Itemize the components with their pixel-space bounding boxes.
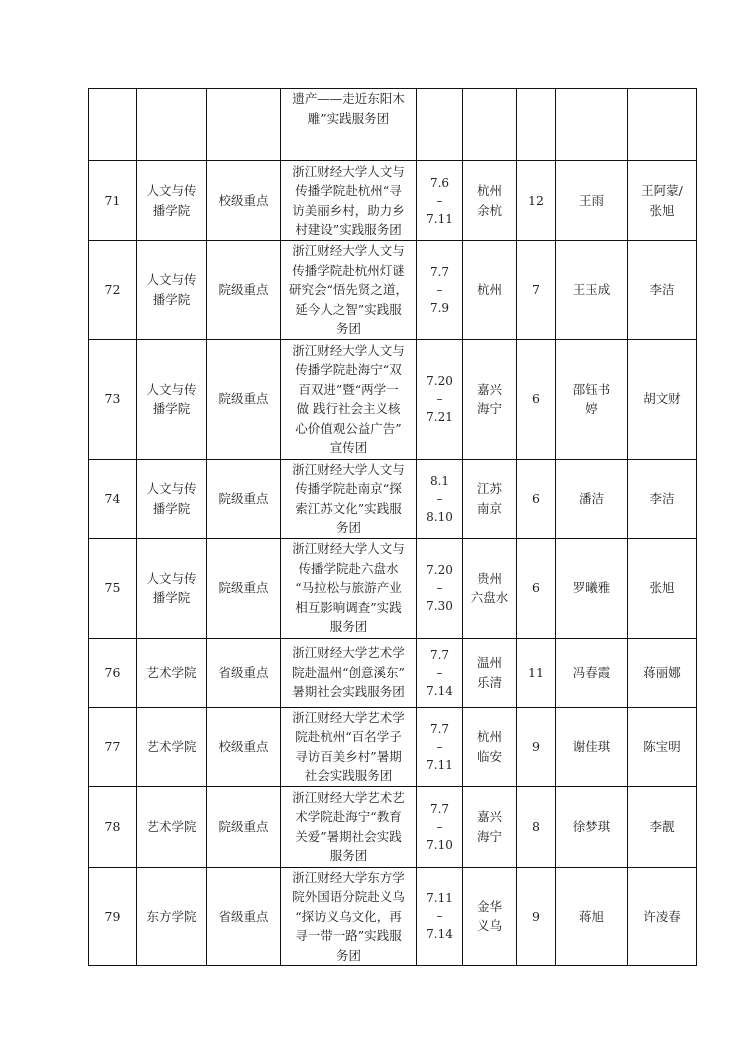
- no-cell: 71: [89, 161, 137, 241]
- place-cell-line: 贵州: [476, 570, 502, 586]
- table-row: [89, 161, 697, 241]
- project-cell-line: 浙江财经大学艺术学: [292, 709, 405, 725]
- project-cell-line: 院赴温州“创意溪东”: [292, 664, 405, 680]
- date-cell-line: 7.7: [429, 264, 450, 279]
- project-cell-line: 浙江财经大学东方学: [292, 869, 405, 885]
- no-cell: 76: [89, 638, 137, 707]
- date-cell-line: 7.20: [426, 374, 453, 388]
- college-cell: [137, 339, 207, 459]
- date-cell-line: 7.7: [429, 801, 450, 816]
- date-cell-line: 7.20: [426, 563, 453, 577]
- place-cell-line: 杭州: [476, 282, 502, 297]
- date-cell-line: 7.14: [426, 927, 453, 942]
- place-cell-line: 六盘水: [470, 590, 509, 605]
- project-cell-line: 暑期社会实践服务团: [292, 684, 405, 700]
- no-cell: 75: [89, 538, 137, 638]
- date-cell: [417, 786, 463, 867]
- date-cell: [417, 89, 463, 161]
- teacher-cell: [628, 241, 697, 340]
- date-cell-line: 7.10: [426, 837, 453, 852]
- leader-cell-line: 王雨: [578, 192, 604, 208]
- teacher-cell: [628, 638, 697, 707]
- count-cell: 11: [517, 638, 556, 707]
- leader-cell-line: 罗曦雅: [572, 580, 611, 596]
- date-cell-line: –: [436, 282, 443, 297]
- leader-cell: [556, 867, 628, 966]
- date-cell-line: 7.21: [426, 410, 453, 424]
- table-row: [89, 241, 697, 340]
- place-cell-line: 南京: [476, 500, 502, 516]
- teacher-cell: [628, 459, 697, 538]
- project-cell: [281, 339, 417, 459]
- college-cell-line: 播学院: [152, 401, 191, 416]
- project-cell-line: 宣传团: [329, 440, 368, 455]
- count-cell: 6: [517, 339, 556, 459]
- place-cell: [463, 638, 517, 707]
- leader-cell-line: 徐梦琪: [572, 818, 611, 834]
- leader-cell-line: 蒋旭: [578, 908, 604, 924]
- teacher-cell: [628, 707, 697, 786]
- project-cell: [281, 707, 417, 786]
- teacher-cell: [628, 161, 697, 241]
- project-cell-line: 术学院赴海宁“教育: [295, 809, 402, 824]
- teacher-cell: [628, 786, 697, 867]
- place-cell: [463, 241, 517, 340]
- project-cell-line: 务团: [335, 520, 361, 535]
- project-cell-line: 村建设”实践服务团: [295, 222, 402, 237]
- place-cell-line: 江苏: [476, 481, 502, 496]
- place-cell: [463, 538, 517, 638]
- date-cell-line: –: [436, 193, 443, 208]
- project-cell-line: 传播学院赴海宁“双: [295, 362, 402, 377]
- project-cell-line: 传播学院赴六盘水: [298, 560, 399, 576]
- place-cell: [463, 339, 517, 459]
- count-cell: 8: [517, 786, 556, 867]
- level-cell: 院级重点: [207, 339, 281, 459]
- college-cell-line: 播学院: [152, 500, 191, 516]
- college-cell-line: 东方学院: [146, 908, 197, 924]
- college-cell-line: 艺术学院: [146, 664, 197, 680]
- date-cell-line: 7.30: [426, 599, 453, 613]
- count-cell: 6: [517, 538, 556, 638]
- place-cell-line: 嘉兴: [476, 809, 502, 824]
- place-cell-line: 杭州: [476, 183, 502, 198]
- date-cell-line: –: [436, 819, 443, 834]
- leader-cell: [556, 459, 628, 538]
- project-cell-line: 院赴杭州“百名学子: [295, 729, 402, 744]
- no-cell: 78: [89, 786, 137, 867]
- table-row: [89, 707, 697, 786]
- count-cell: 6: [517, 459, 556, 538]
- college-cell-line: 艺术学院: [146, 818, 197, 834]
- date-cell-line: –: [436, 392, 443, 406]
- college-cell-line: 人文与传: [146, 481, 197, 496]
- date-cell: [417, 538, 463, 638]
- place-cell: [463, 89, 517, 161]
- leader-cell-line: 婷: [585, 401, 598, 416]
- project-cell-line: 做 践行社会主义核: [296, 401, 401, 416]
- project-cell-line: 关爱”暑期社会实践: [295, 828, 402, 844]
- leader-cell: [556, 241, 628, 340]
- college-cell: [137, 89, 207, 161]
- project-cell: [281, 867, 417, 966]
- college-cell-line: 人文与传: [146, 272, 197, 288]
- project-cell-line: 索江苏文化”实践服: [295, 500, 402, 516]
- date-cell-line: 7.6: [429, 175, 450, 190]
- project-cell-line: “马拉松与旅游产业: [295, 580, 402, 596]
- count-cell: 9: [517, 707, 556, 786]
- project-cell-line: 浙江财经大学艺术艺: [292, 789, 405, 805]
- project-cell-line: 浙江财经大学人文与: [292, 243, 405, 258]
- college-cell: [137, 538, 207, 638]
- level-cell: 省级重点: [207, 638, 281, 707]
- college-cell: [137, 867, 207, 966]
- project-cell-line: “探访义乌文化，再: [295, 908, 402, 924]
- leader-cell: [556, 161, 628, 241]
- place-cell: [463, 786, 517, 867]
- college-cell-line: 播学院: [152, 202, 191, 218]
- teacher-cell-line: 李洁: [649, 490, 675, 506]
- project-cell: [281, 89, 417, 161]
- count-cell: 7: [517, 241, 556, 340]
- college-cell-line: 人文与传: [146, 183, 197, 198]
- leader-cell-line: 潘洁: [578, 490, 604, 506]
- place-cell-line: 海宁: [476, 828, 502, 844]
- place-cell: [463, 867, 517, 966]
- project-cell: [281, 786, 417, 867]
- leader-cell-line: 邵钰书: [572, 381, 611, 397]
- project-cell-line: 研究会“悟先贤之道，: [289, 282, 408, 297]
- date-cell: [417, 867, 463, 966]
- college-cell: [137, 161, 207, 241]
- project-cell: [281, 638, 417, 707]
- college-cell: [137, 459, 207, 538]
- date-cell: [417, 459, 463, 538]
- no-cell: 79: [89, 867, 137, 966]
- project-cell-line: 服务团: [329, 619, 368, 635]
- date-cell: [417, 161, 463, 241]
- date-cell-line: –: [436, 581, 443, 595]
- table-row: [89, 339, 697, 459]
- leader-cell: [556, 786, 628, 867]
- date-cell-line: 8.1: [429, 473, 450, 488]
- table-row: [89, 786, 697, 867]
- date-cell-line: –: [436, 665, 443, 680]
- date-cell-line: 7.7: [429, 721, 450, 736]
- no-cell: 74: [89, 459, 137, 538]
- teacher-cell-line: 陈宝明: [643, 738, 681, 754]
- date-cell: [417, 638, 463, 707]
- college-cell: [137, 241, 207, 340]
- leader-cell-line: 王玉成: [572, 282, 611, 297]
- project-cell: [281, 161, 417, 241]
- level-cell: [207, 89, 281, 161]
- date-cell-line: 7.9: [429, 300, 450, 315]
- project-cell-line: 浙江财经大学艺术学: [292, 645, 405, 661]
- teacher-cell-line: 张旭: [649, 580, 675, 596]
- project-cell-line: 浙江财经大学人文与: [292, 342, 405, 358]
- table-row: [89, 867, 697, 966]
- leader-cell: [556, 89, 628, 161]
- level-cell: 院级重点: [207, 786, 281, 867]
- place-cell-line: 杭州: [476, 729, 502, 744]
- place-cell-line: 余杭: [476, 202, 502, 218]
- college-cell: [137, 707, 207, 786]
- date-cell-line: –: [436, 909, 443, 924]
- project-cell-line: 浙江财经大学人文与: [292, 163, 405, 179]
- date-cell-line: 7.7: [429, 647, 450, 662]
- teacher-cell: [628, 339, 697, 459]
- leader-cell-line: 冯春霞: [572, 664, 611, 680]
- date-cell-line: –: [436, 491, 443, 506]
- level-cell: 院级重点: [207, 459, 281, 538]
- place-cell-line: 金华: [476, 898, 502, 914]
- date-cell-line: 7.11: [426, 211, 453, 226]
- no-cell: 72: [89, 241, 137, 340]
- date-cell: [417, 707, 463, 786]
- leader-cell-line: 谢佳琪: [572, 738, 611, 754]
- project-cell-line: 传播学院赴杭州“寻: [295, 183, 402, 198]
- date-cell: [417, 339, 463, 459]
- no-cell: 77: [89, 707, 137, 786]
- college-cell: [137, 638, 207, 707]
- place-cell: [463, 161, 517, 241]
- college-cell-line: 播学院: [152, 590, 191, 605]
- level-cell: 院级重点: [207, 241, 281, 340]
- date-cell-line: 7.11: [426, 891, 453, 906]
- college-cell-line: 艺术学院: [146, 738, 197, 754]
- project-cell-line: 院外国语分院赴义乌: [292, 889, 405, 904]
- project-cell: [281, 538, 417, 638]
- project-cell-line: 心价值观公益广告”: [295, 420, 402, 436]
- project-cell: [281, 241, 417, 340]
- leader-cell: [556, 339, 628, 459]
- table-row: [89, 538, 697, 638]
- table-row-continuation: [89, 89, 697, 161]
- teacher-cell: [628, 538, 697, 638]
- date-cell: [417, 241, 463, 340]
- place-cell-line: 温州: [476, 655, 502, 670]
- level-cell: 省级重点: [207, 867, 281, 966]
- date-cell-line: 7.14: [426, 683, 453, 698]
- leader-cell: [556, 538, 628, 638]
- project-cell-line: 百双进”暨“两学一: [298, 381, 399, 397]
- date-cell-line: 8.10: [426, 509, 453, 524]
- teacher-cell-line: 许凌春: [643, 908, 681, 924]
- place-cell-line: 乐清: [476, 674, 502, 690]
- college-cell-line: 人文与传: [146, 570, 197, 586]
- no-cell: 73: [89, 339, 137, 459]
- count-cell: [517, 89, 556, 161]
- no-cell: [89, 89, 137, 161]
- date-cell-line: 7.11: [426, 757, 453, 772]
- project-cell-line: 寻访百美乡村”暑期: [295, 748, 402, 764]
- leader-cell: [556, 707, 628, 786]
- table-row: [89, 638, 697, 707]
- leader-cell: [556, 638, 628, 707]
- project-cell-line: 社会实践服务团: [304, 768, 393, 783]
- place-cell-line: 海宁: [476, 401, 502, 416]
- college-cell: [137, 786, 207, 867]
- level-cell: 校级重点: [207, 161, 281, 241]
- project-cell: [281, 459, 417, 538]
- college-cell-line: 人文与传: [146, 381, 197, 397]
- date-cell-line: –: [436, 739, 443, 754]
- project-cell-line: 寻一带一路”实践服: [295, 928, 402, 943]
- project-cell-line: 延今人之智”实践服: [295, 301, 402, 317]
- project-cell-line: 相互影响调查”实践: [295, 599, 402, 615]
- college-cell-line: 播学院: [152, 291, 191, 307]
- count-cell: 12: [517, 161, 556, 241]
- project-cell-line: 遗产——走近东阳木: [292, 91, 405, 106]
- teacher-cell-line: 胡文财: [643, 391, 681, 407]
- project-cell-line: 浙江财经大学人文与: [292, 461, 405, 477]
- teacher-cell-line: 李洁: [649, 282, 675, 297]
- project-cell-line: 雕”实践服务团: [307, 110, 390, 126]
- teacher-cell-line: 王阿蒙/: [641, 183, 683, 198]
- teacher-cell-line: 张旭: [649, 202, 675, 218]
- teacher-cell-line: 李靓: [649, 818, 675, 834]
- teacher-cell: [628, 89, 697, 161]
- project-cell-line: 务团: [335, 321, 361, 336]
- place-cell: [463, 459, 517, 538]
- place-cell-line: 嘉兴: [476, 381, 502, 397]
- count-cell: 9: [517, 867, 556, 966]
- teacher-cell: [628, 867, 697, 966]
- project-cell-line: 务团: [335, 947, 361, 963]
- place-cell-line: 义乌: [476, 918, 502, 934]
- level-cell: 院级重点: [207, 538, 281, 638]
- place-cell-line: 临安: [476, 748, 502, 764]
- project-cell-line: 传播学院赴杭州灯谜: [292, 262, 405, 278]
- place-cell: [463, 707, 517, 786]
- project-cell-line: 服务团: [329, 848, 368, 863]
- project-cell-line: 传播学院赴南京“探: [295, 481, 402, 496]
- project-cell-line: 访美丽乡村，助力乡: [292, 202, 405, 218]
- teacher-cell-line: 蒋丽娜: [643, 664, 681, 680]
- project-table: [88, 88, 697, 966]
- project-cell-line: 浙江财经大学人文与: [292, 541, 405, 557]
- table-row: [89, 459, 697, 538]
- level-cell: 校级重点: [207, 707, 281, 786]
